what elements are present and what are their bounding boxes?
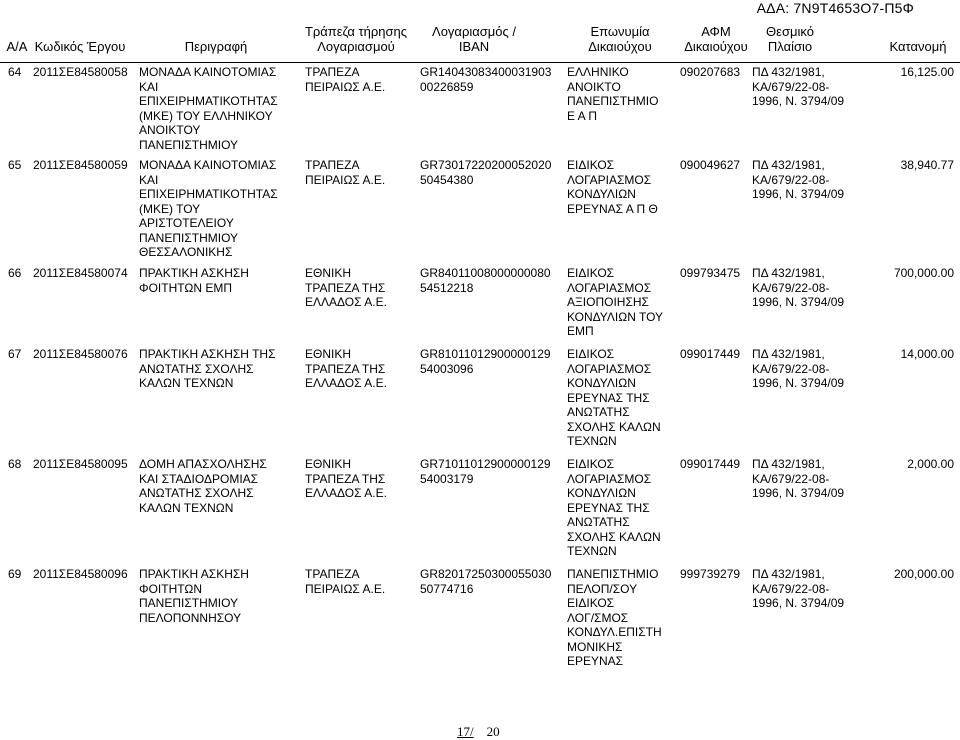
project-code: 2011ΣΕ84580095 <box>33 457 128 471</box>
beneficiary-name: ΕΛΛΗΝΙΚΟ ΑΝΟΙΚΤΟ ΠΑΝΕΠΙΣΤΗΜΙΟ Ε Α Π <box>567 65 659 123</box>
beneficiary-afm: 090207683 <box>680 65 741 79</box>
legal-framework: ΠΔ 432/1981, ΚΑ/679/22-08- 1996, Ν. 3794/09 <box>752 457 845 500</box>
bank-name: ΕΘΝΙΚΗ ΤΡΑΠΕΖΑ ΤΗΣ ΕΛΛΑΔΟΣ Α.Ε. <box>305 347 387 390</box>
iban: GR73017220200052020 50454380 <box>420 158 552 187</box>
page-number <box>457 724 500 740</box>
project-description: ΠΡΑΚΤΙΚΗ ΑΣΚΗΣΗ ΦΟΙΤΗΤΩΝ ΠΑΝΕΠΙΣΤΗΜΙΟΥ ΠΕΛΟΠΟΝΝΗΣΟΥ <box>139 567 249 625</box>
project-code: 2011ΣΕ84580096 <box>33 567 128 581</box>
current-page: 17 <box>457 724 470 739</box>
bank-name: ΕΘΝΙΚΗ ΤΡΑΠΕΖΑ ΤΗΣ ΕΛΛΑΔΟΣ Α.Ε. <box>305 266 387 309</box>
page-separator: / <box>470 724 474 739</box>
header-afm: ΑΦΜ Δικαιούχου <box>684 24 748 54</box>
project-description: ΠΡΑΚΤΙΚΗ ΑΣΚΗΣΗ ΦΟΙΤΗΤΩΝ ΕΜΠ <box>139 266 249 295</box>
iban: GR81011012900000129 54003096 <box>420 347 551 376</box>
allocation-amount: 16,125.00 <box>900 65 954 79</box>
row-number: 69 <box>8 567 22 581</box>
row-number: 66 <box>8 266 22 280</box>
beneficiary-name: ΕΙΔΙΚΟΣ ΛΟΓΑΡΙΑΣΜΟΣ ΚΟΝΔΥΛΙΩΝ ΕΡΕΥΝΑΣ ΤΗΣ ΑΝΩΤΑΤΗΣ ΣΧΟΛΗΣ ΚΑΛΩΝ ΤΕΧΝΩΝ <box>567 347 661 448</box>
beneficiary-afm: 099793475 <box>680 266 741 280</box>
beneficiary-name: ΠΑΝΕΠΙΣΤΗΜΙΟ ΠΕΛΟΠ/ΣΟΥ ΕΙΔΙΚΟΣ ΛΟΓ/ΣΜΟΣ ΚΟΝΔΥΛ.ΕΠΙΣΤΗ ΜΟΝΙΚΗΣ ΕΡΕΥΝΑΣ <box>567 567 662 668</box>
allocation-amount: 700,000.00 <box>893 266 954 280</box>
beneficiary-afm: 099017449 <box>680 457 741 471</box>
beneficiary-name: ΕΙΔΙΚΟΣ ΛΟΓΑΡΙΑΣΜΟΣ ΚΟΝΔΥΛΙΩΝ ΕΡΕΥΝΑΣ Α Π Θ <box>567 158 658 216</box>
beneficiary-name: ΕΙΔΙΚΟΣ ΛΟΓΑΡΙΑΣΜΟΣ ΑΞΙΟΠΟΙΗΣΗΣ ΚΟΝΔΥΛΙΩΝ ΤΟΥ ΕΜΠ <box>567 266 664 338</box>
project-code: 2011ΣΕ84580059 <box>33 158 128 172</box>
row-number: 68 <box>8 457 22 471</box>
legal-framework: ΠΔ 432/1981, ΚΑ/679/22-08- 1996, Ν. 3794/09 <box>752 266 845 309</box>
header-divider <box>0 62 960 63</box>
legal-framework: ΠΔ 432/1981, ΚΑ/679/22-08- 1996, Ν. 3794/09 <box>752 347 845 390</box>
iban: GR82017250300055030 50774716 <box>420 567 552 596</box>
allocation-amount: 200,000.00 <box>893 567 954 581</box>
project-code: 2011ΣΕ84580076 <box>33 347 128 361</box>
legal-framework: ΠΔ 432/1981, ΚΑ/679/22-08- 1996, Ν. 3794/09 <box>752 158 845 201</box>
row-number: 65 <box>8 158 22 172</box>
beneficiary-afm: 099017449 <box>680 347 741 361</box>
legal-framework: ΠΔ 432/1981, ΚΑ/679/22-08- 1996, Ν. 3794/09 <box>752 65 845 108</box>
ada-code: ΑΔΑ: 7Ν9Τ4653Ο7-Π5Φ <box>756 0 914 16</box>
bank-name: ΕΘΝΙΚΗ ΤΡΑΠΕΖΑ ΤΗΣ ΕΛΛΑΔΟΣ Α.Ε. <box>305 457 387 500</box>
header-bank: Τράπεζα τήρησης Λογαριασμού <box>304 24 408 54</box>
project-code: 2011ΣΕ84580074 <box>33 266 128 280</box>
legal-framework: ΠΔ 432/1981, ΚΑ/679/22-08- 1996, Ν. 3794/09 <box>752 567 845 610</box>
table-header <box>0 22 960 62</box>
header-code: Κωδικός Έργου <box>34 39 126 54</box>
project-description: ΠΡΑΚΤΙΚΗ ΑΣΚΗΣΗ ΤΗΣ ΑΝΩΤΑΤΗΣ ΣΧΟΛΗΣ ΚΑΛΩΝ ΤΕΧΝΩΝ <box>139 347 276 390</box>
project-description: ΜΟΝΑΔΑ ΚΑΙΝΟΤΟΜΙΑΣ ΚΑΙ ΕΠΙΧΕΙΡΗΜΑΤΙΚΟΤΗΤΑΣ (ΜΚΕ) ΤΟΥ ΕΛΛΗΝΙΚΟΥ ΑΝΟΙΚΤΟΥ ΠΑΝΕΠΙΣΤΗΜΙΟΥ <box>139 65 278 152</box>
header-iban: Λογαριασμός / IBAN <box>432 24 516 54</box>
bank-name: ΤΡΑΠΕΖΑ ΠΕΙΡΑΙΩΣ Α.Ε. <box>305 65 386 94</box>
header-amount: Κατανομή <box>889 39 947 54</box>
total-pages: 20 <box>486 724 500 739</box>
beneficiary-name: ΕΙΔΙΚΟΣ ΛΟΓΑΡΙΑΣΜΟΣ ΚΟΝΔΥΛΙΩΝ ΕΡΕΥΝΑΣ ΤΗΣ ΑΝΩΤΑΤΗΣ ΣΧΟΛΗΣ ΚΑΛΩΝ ΤΕΧΝΩΝ <box>567 457 661 558</box>
bank-name: ΤΡΑΠΕΖΑ ΠΕΙΡΑΙΩΣ Α.Ε. <box>305 158 386 187</box>
iban: GR14043083400031903 00226859 <box>420 65 552 94</box>
bank-name: ΤΡΑΠΕΖΑ ΠΕΙΡΑΙΩΣ Α.Ε. <box>305 567 386 596</box>
header-aa: Α/Α <box>6 39 28 54</box>
beneficiary-afm: 090049627 <box>680 158 741 172</box>
row-number: 67 <box>8 347 22 361</box>
allocation-amount: 2,000.00 <box>907 457 954 471</box>
header-name: Επωνυμία Δικαιούχου <box>588 24 652 54</box>
row-number: 64 <box>8 65 22 79</box>
header-desc: Περιγραφή <box>184 39 248 54</box>
beneficiary-afm: 999739279 <box>680 567 741 581</box>
header-legal: Θεσμικό Πλαίσιο <box>766 24 814 54</box>
allocation-amount: 38,940.77 <box>900 158 954 172</box>
iban: GR71011012900000129 54003179 <box>420 457 551 486</box>
project-code: 2011ΣΕ84580058 <box>33 65 128 79</box>
iban: GR84011008000000080 54512218 <box>420 266 551 295</box>
project-description: ΜΟΝΑΔΑ ΚΑΙΝΟΤΟΜΙΑΣ ΚΑΙ ΕΠΙΧΕΙΡΗΜΑΤΙΚΟΤΗΤΑΣ (ΜΚΕ) ΤΟΥ ΑΡΙΣΤΟΤΕΛΕΙΟΥ ΠΑΝΕΠΙΣΤΗΜΙΟΥ ΘΕΣΣΑΛΟΝΙΚΗΣ <box>139 158 278 259</box>
allocation-amount: 14,000.00 <box>900 347 954 361</box>
project-description: ΔΟΜΗ ΑΠΑΣΧΟΛΗΣΗΣ ΚΑΙ ΣΤΑΔΙΟΔΡΟΜΙΑΣ ΑΝΩΤΑΤΗΣ ΣΧΟΛΗΣ ΚΑΛΩΝ ΤΕΧΝΩΝ <box>139 457 267 515</box>
